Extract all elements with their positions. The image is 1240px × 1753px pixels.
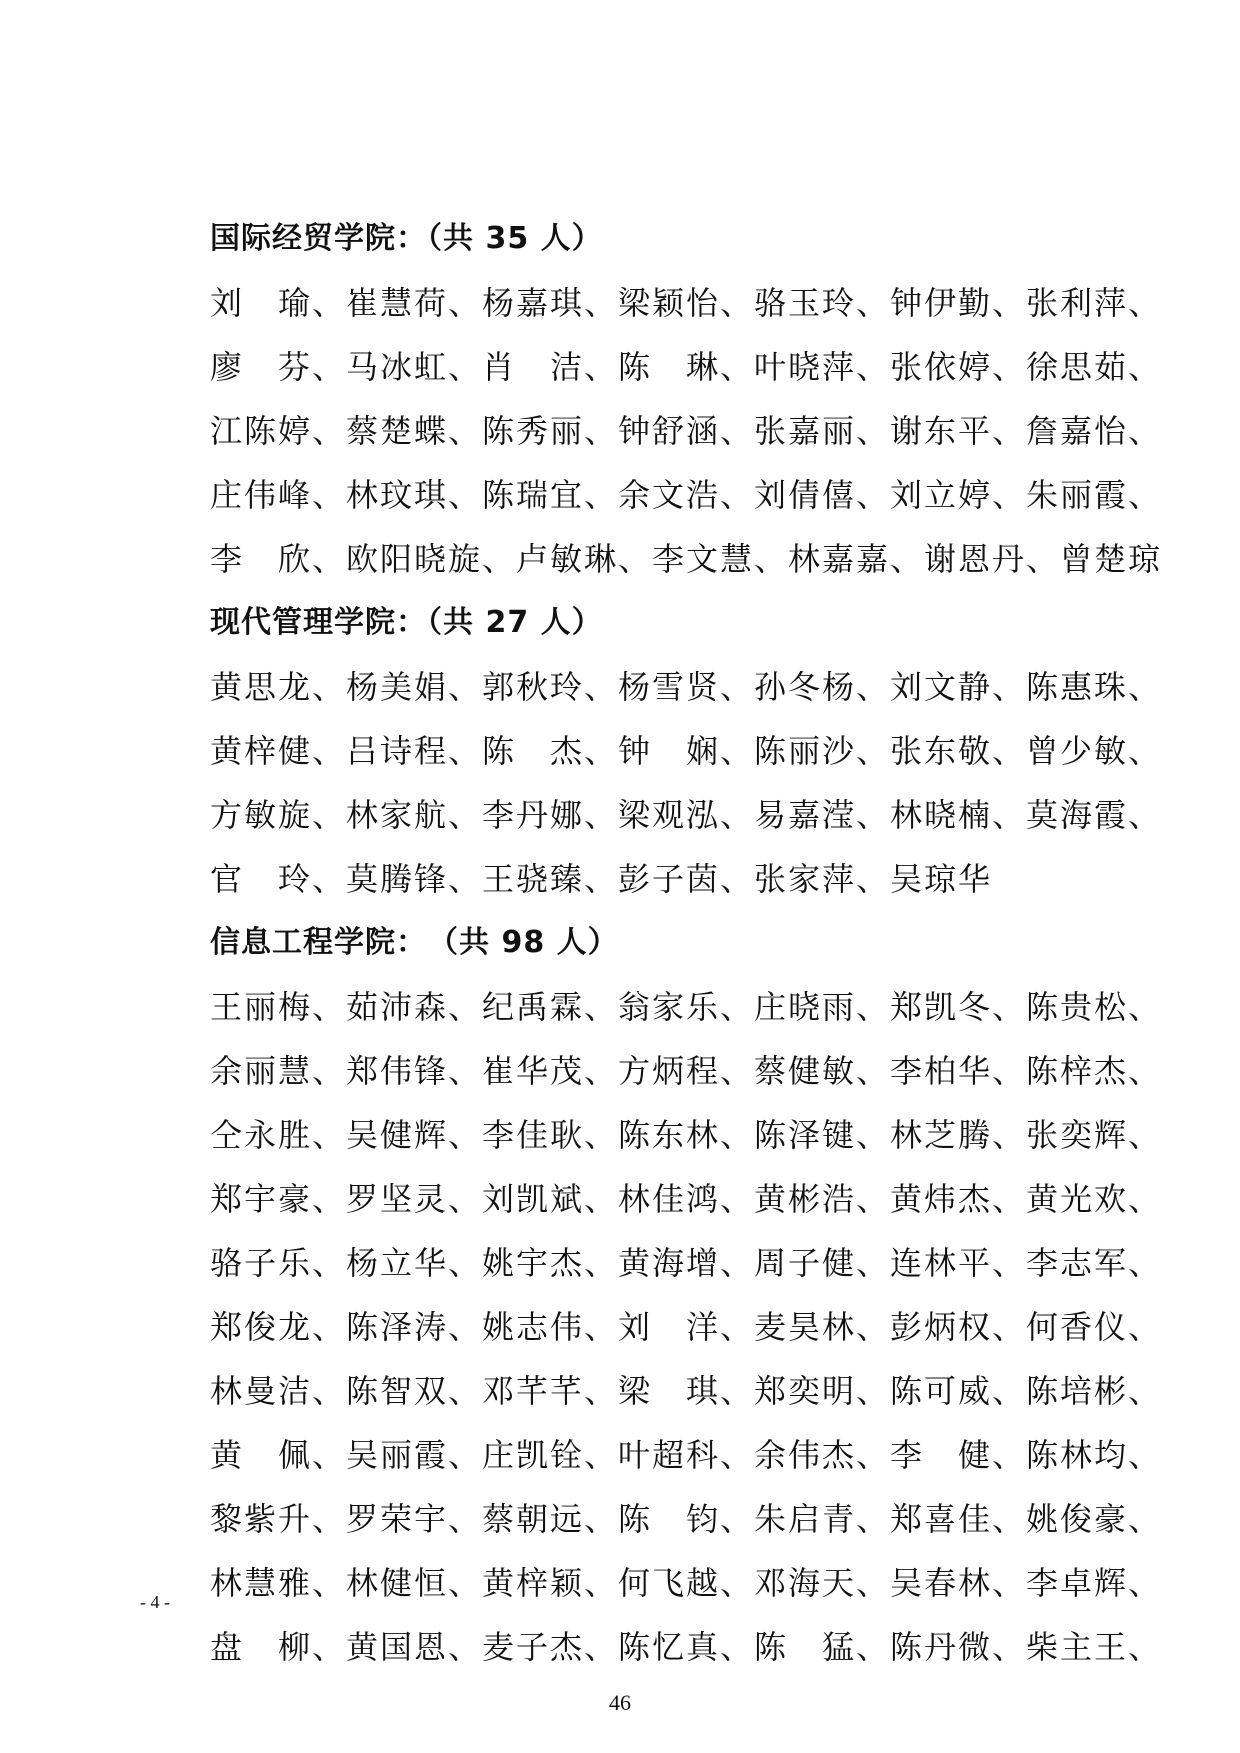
- name-list-line: 黄梓健、吕诗程、陈 杰、钟 娴、陈丽沙、张东敬、曾少敏、: [210, 732, 1163, 770]
- name-list-line: 骆子乐、杨立华、姚宇杰、黄海增、周子健、连林平、李志军、: [210, 1244, 1163, 1282]
- section-modern-management: [210, 602, 1163, 900]
- section-title: 现代管理学院：（共 27 人）: [210, 605, 603, 640]
- section-title: 国际经贸学院：（共 35 人）: [210, 221, 603, 256]
- name-list-line: 王丽梅、茹沛森、纪禹霖、翁家乐、庄晓雨、郑凯冬、陈贵松、: [210, 988, 1163, 1026]
- section-information-engineering: [210, 922, 1163, 1668]
- page-marker: - 4 -: [140, 1592, 170, 1612]
- document-body: [210, 218, 1163, 1690]
- name-list-line: 方敏旋、林家航、李丹娜、梁观泓、易嘉滢、林晓楠、莫海霞、: [210, 796, 1163, 834]
- name-list-line: 林慧雅、林健恒、黄梓颖、何飞越、邓海天、吴春林、李卓辉、: [210, 1564, 1163, 1602]
- name-list-line: 郑俊龙、陈泽涛、姚志伟、刘 洋、麦昊林、彭炳权、何香仪、: [210, 1308, 1163, 1346]
- name-list-line: 郑宇豪、罗坚灵、刘凯斌、林佳鸿、黄彬浩、黄炜杰、黄光欢、: [210, 1180, 1163, 1218]
- name-list-line: 黎紫升、罗荣宇、蔡朝远、陈 钧、朱启青、郑喜佳、姚俊豪、: [210, 1500, 1163, 1538]
- name-list-line: 庄伟峰、林玟琪、陈瑞宜、余文浩、刘倩僖、刘立婷、朱丽霞、: [210, 476, 1163, 514]
- name-list-line: 盘 柳、黄国恩、麦子杰、陈忆真、陈 猛、陈丹微、柴主王、: [210, 1628, 1163, 1666]
- name-list-line: 黄 佩、吴丽霞、庄凯铨、叶超科、余伟杰、李 健、陈林均、: [210, 1436, 1163, 1474]
- name-list-line: 官 玲、莫腾锋、王骁臻、彭子茵、张家萍、吴琼华: [210, 860, 993, 898]
- name-list-line: 余丽慧、郑伟锋、崔华茂、方炳程、蔡健敏、李柏华、陈梓杰、: [210, 1052, 1163, 1090]
- name-list-line: 刘 瑜、崔慧荷、杨嘉琪、梁颖怡、骆玉玲、钟伊勤、张利萍、: [210, 284, 1163, 322]
- name-list-line: 李 欣、欧阳晓旋、卢敏琳、李文慧、林嘉嘉、谢恩丹、曾楚琼: [210, 540, 1163, 578]
- section-title: 信息工程学院： （共 98 人）: [210, 925, 619, 960]
- name-list-line: 仝永胜、吴健辉、李佳耿、陈东林、陈泽键、林芝腾、张奕辉、: [210, 1116, 1163, 1154]
- name-list-line: 林曼洁、陈智双、邓芊芊、梁 琪、郑奕明、陈可威、陈培彬、: [210, 1372, 1163, 1410]
- name-list-line: 江陈婷、蔡楚蝶、陈秀丽、钟舒涵、张嘉丽、谢东平、詹嘉怡、: [210, 412, 1163, 450]
- page-number: 46: [609, 1690, 631, 1715]
- section-international-trade: [210, 218, 1163, 580]
- name-list-line: 廖 芬、马冰虹、肖 洁、陈 琳、叶晓萍、张依婷、徐思茹、: [210, 348, 1163, 386]
- name-list-line: 黄思龙、杨美娟、郭秋玲、杨雪贤、孙冬杨、刘文静、陈惠珠、: [210, 668, 1163, 706]
